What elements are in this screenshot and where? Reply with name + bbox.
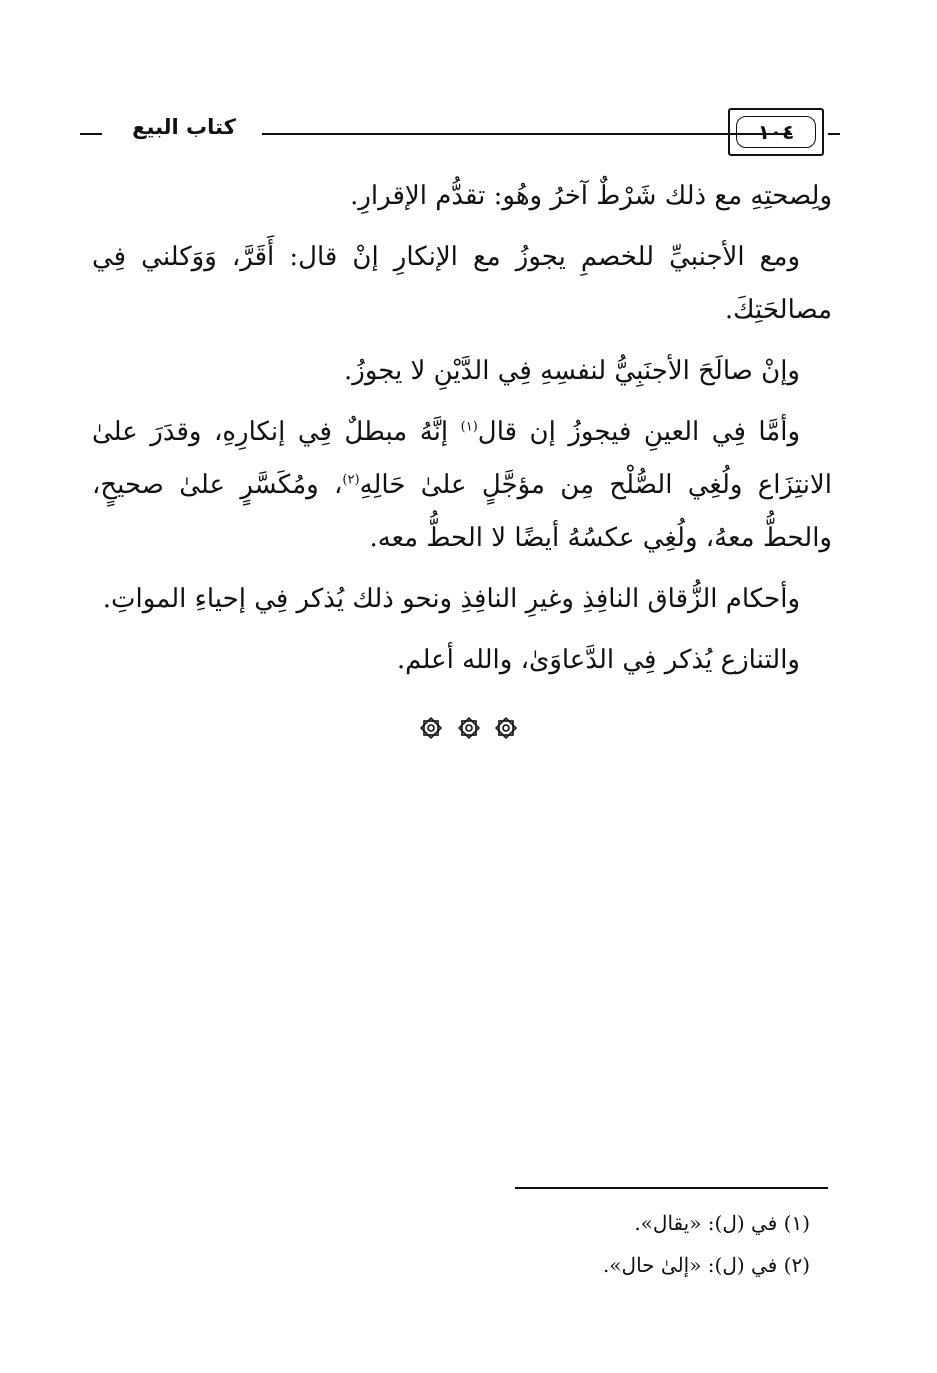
octagram-star-icon xyxy=(419,716,443,744)
header-rule-left xyxy=(80,133,102,135)
paragraph-with-footnotes xyxy=(92,406,832,565)
paragraph: وأحكام الزُّقاق النافِذِ وغيرِ النافِذِ ونحو ذلك يُذكر فِي إحياءِ المواتِ. xyxy=(102,584,800,614)
section-end-ornament xyxy=(0,716,937,744)
paragraph-text: وأمَّا فِي العينِ فيجوزُ إن قال xyxy=(477,417,801,447)
page-header xyxy=(80,108,840,160)
footnote-1: (١) في (ل): «يقال». xyxy=(634,1211,810,1235)
paragraph: والتنازع يُذكر فِي الدَّعاوَىٰ، والله أعلم. xyxy=(396,645,800,675)
footnote-separator xyxy=(515,1187,828,1189)
paragraph: ومع الأجنبيِّ للخصمِ يجوزُ مع الإنكارِ إنْ قال: أَقَرَّ، وَوَكلني فِي مصالحَتِكَ. xyxy=(92,242,832,325)
octagram-star-icon xyxy=(457,716,481,744)
header-rule-middle xyxy=(262,133,792,135)
footnote-2: (٢) في (ل): «إلىٰ حال». xyxy=(602,1253,810,1277)
octagram-star-icon xyxy=(494,716,518,744)
page-number: ١٠٤ xyxy=(736,116,816,148)
footnote-ref-1[interactable]: (١) xyxy=(460,419,478,435)
header-rule-right xyxy=(828,133,840,135)
footnote-ref-2[interactable]: (٢) xyxy=(342,472,360,488)
body-text xyxy=(92,170,832,687)
chapter-title: كتاب البيع xyxy=(132,115,236,139)
page-number-frame xyxy=(728,108,824,156)
footnotes xyxy=(520,1202,810,1286)
paragraph-text: إنَّهُ مبطلٌ فِي إنكارِهِ، وقدَرَ علىٰ الانتِزَاع ولُغِي الصُّلْح مِن مؤجَّلٍ علىٰ حَالِهِ xyxy=(92,417,832,500)
paragraph: وإنْ صالَحَ الأجنَبِيُّ لنفسِهِ فِي الدَّيْنِ لا يجوزُ. xyxy=(344,356,800,386)
paragraph: ولِصحتِهِ مع ذلك شَرْطٌ آخرُ وهُو: تقدُّم الإقرارِ. xyxy=(350,181,832,211)
paragraph-text: ، ومُكَسَّرٍ علىٰ صحيحٍ، والحطُّ معهُ، ولُغِي عكسُهُ أيضًا لا الحطُّ معه. xyxy=(92,470,832,553)
